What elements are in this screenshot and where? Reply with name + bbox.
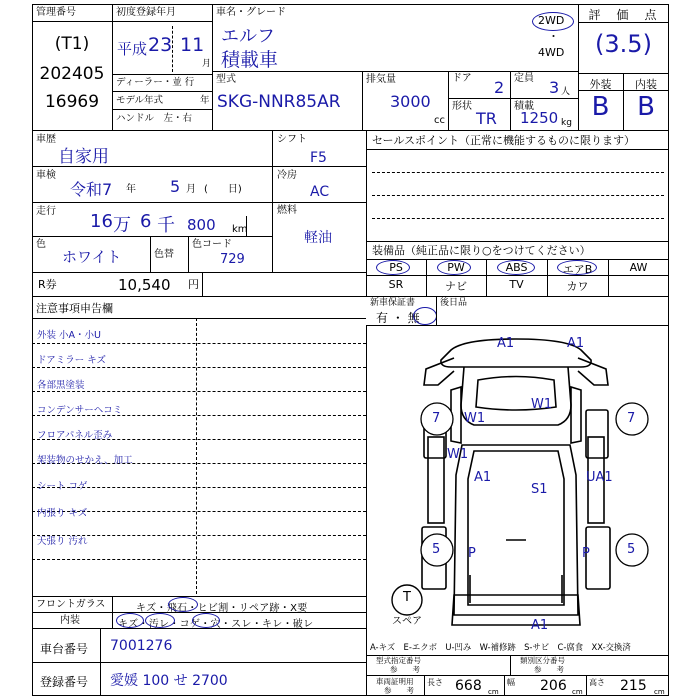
inspection-era: 令和7 [70, 180, 113, 199]
mileage-sen: 6 [140, 211, 152, 232]
inspection-day-unit: ( 日) [204, 184, 242, 195]
circle-flying-stone [168, 597, 198, 612]
circle-interior-scratch [116, 613, 144, 628]
mgmt-line3: 16969 [44, 92, 100, 112]
interior-grade: B [637, 92, 655, 122]
exterior-label: 外装 [589, 78, 612, 91]
color-change-label: 色替 [154, 249, 174, 260]
equip-pw: PW [447, 261, 465, 274]
damage-mark: 5 [627, 542, 636, 557]
color-value: ホワイト [62, 248, 122, 266]
mileage-rest: 800 [187, 216, 216, 234]
first-reg-year: 23 [148, 34, 173, 56]
model-code: SKG-NNR85AR [217, 92, 341, 112]
width-label: 幅 [507, 678, 515, 687]
width-unit: cm [572, 688, 583, 696]
history-label: 車歴 [36, 134, 56, 145]
class-number-label: 類別区分番号 [520, 656, 565, 665]
first-reg-era: 平成 [117, 40, 148, 58]
fuel-value: 軽油 [304, 230, 332, 246]
damage-mark: 7 [432, 411, 441, 426]
chassis-label: 車台番号 [40, 642, 89, 656]
circle-interior-burn [192, 613, 220, 628]
notes-title: 注意事項申告欄 [36, 302, 113, 315]
drive-4wd: 4WD [538, 46, 565, 59]
front-glass-label: フロントガラス [36, 599, 106, 610]
length-label: 長さ [427, 678, 443, 687]
damage-mark: W1 [464, 411, 486, 426]
doors: 2 [494, 78, 505, 97]
length-unit: cm [488, 688, 499, 696]
registration-label: 登録番号 [40, 675, 89, 689]
equipment-title: 装備品（純正品に限り○をつけてください） [372, 244, 591, 257]
circle-airbag [557, 260, 597, 275]
class-number-ref: 参 考 [534, 665, 564, 674]
damage-mark: W1 [531, 397, 553, 412]
type-number-label: 型式指定番号 [376, 656, 421, 665]
displacement-label: 排気量 [366, 74, 396, 85]
damage-mark: A1 [567, 336, 585, 351]
color-code-label: 色コード [192, 239, 232, 250]
note-item: コンデンサーヘコミ [37, 405, 123, 416]
width-value: 206 [540, 678, 567, 694]
note-item: フロアパネル歪み [37, 430, 113, 441]
exterior-grade: B [591, 92, 610, 122]
height-value: 215 [620, 678, 647, 694]
warranty-value: 有 ・ 無 [376, 311, 420, 325]
inspection-year-unit: 年 [126, 184, 136, 195]
mileage-sen-unit: 千 [157, 215, 175, 236]
spare-label: スペア [392, 616, 422, 627]
note-item: 各部黒塗装 [37, 380, 85, 391]
equip-abs: ABS [505, 261, 528, 274]
cc-unit: cc [434, 115, 445, 126]
car-name: エルフ [221, 26, 275, 47]
dealer-label: ディーラー・並 行 [116, 77, 195, 88]
first-reg-month: 11 [180, 34, 205, 56]
model-year-unit: 年 [200, 95, 210, 106]
payload-label: 積載 [514, 101, 534, 112]
mgmt-label: 管理番号 [36, 7, 76, 18]
name-label: 車名・グレード [216, 7, 286, 18]
score: (3.5) [595, 30, 652, 58]
note-item: 架装物のせかえ、加工 [37, 455, 133, 466]
ac-label: 冷房 [277, 170, 297, 181]
circle-interior-stain [145, 613, 175, 628]
equip-ps: PS [389, 261, 403, 274]
damage-mark: UA1 [586, 470, 613, 485]
capacity: 3 [549, 78, 560, 97]
circle-pw [437, 260, 471, 275]
shift-label: シフト [277, 134, 307, 145]
model-year-label: モデル年式 [116, 95, 164, 106]
damage-mark: A1 [497, 336, 515, 351]
payload-unit: kg [561, 118, 572, 128]
drive-2wd: 2WD [538, 14, 565, 27]
warranty-label: 新車保証書 [370, 298, 416, 308]
circle-abs [497, 260, 535, 275]
cert-ref: 参 考 [384, 686, 414, 695]
divider [112, 4, 113, 130]
r-value: 10,540 [118, 276, 171, 294]
model-label: 型式 [216, 74, 236, 85]
equip-sr: SR [388, 278, 404, 291]
interior-label: 内装 [635, 78, 657, 91]
cert-label: 車両証明用 [376, 677, 414, 686]
damage-mark: 5 [432, 542, 441, 557]
capacity-unit: 人 [561, 87, 571, 97]
r-unit: 円 [188, 278, 199, 291]
circle-warranty-none [413, 307, 437, 325]
mileage-man: 16 [90, 211, 113, 232]
door-label: ドア [452, 73, 472, 84]
spare-letter: T [403, 590, 411, 605]
equip-airbag: エアB [562, 263, 593, 276]
chassis-value: 7001276 [110, 638, 173, 654]
first-reg-month-unit: 月 [202, 59, 212, 69]
mileage-label: 走行 [36, 206, 56, 217]
damage-mark: P [582, 546, 590, 561]
height-label: 高さ [589, 678, 605, 687]
equip-navi: ナビ [445, 280, 467, 293]
height-unit: cm [654, 688, 665, 696]
drive-dot: ・ [548, 30, 559, 43]
divider [32, 130, 669, 131]
equip-tv: TV [509, 278, 524, 291]
damage-mark: P [468, 546, 476, 561]
circle-ps [376, 260, 410, 275]
note-item: ドアミラー キズ [37, 355, 107, 366]
km-unit: km [232, 224, 248, 235]
payload: 1250 [520, 109, 559, 127]
damage-mark: 7 [627, 411, 636, 426]
damage-mark: W1 [447, 447, 469, 462]
inspection-month-unit: 月 [186, 184, 196, 195]
damage-mark: A1 [531, 618, 549, 633]
type-number-ref: 参 考 [390, 665, 420, 674]
inspection-month: 5 [170, 177, 181, 196]
color-code: 729 [220, 252, 245, 267]
delivery-label: 後日品 [440, 298, 468, 308]
note-item: 天張り 汚れ [37, 536, 88, 547]
shape: TR [476, 109, 497, 128]
interior-options: キズ・汚レ・コゲ・穴・スレ・キレ・破レ [118, 619, 314, 630]
first-reg-label: 初度登録年月 [116, 7, 176, 18]
shift-value: F5 [310, 150, 327, 166]
color-label: 色 [36, 239, 46, 250]
shape-label: 形状 [452, 101, 472, 112]
ac-value: AC [310, 184, 330, 200]
damage-legend: A-キズ E-エクボ U-凹み W-補修跡 S-サビ C-腐食 XX-交換済 [370, 642, 631, 652]
history-value: 自家用 [58, 147, 109, 167]
sales-points-title: セールスポイント（正常に機能するものに限ります） [372, 134, 636, 147]
mileage-man-unit: 万 [113, 215, 131, 236]
equip-leather: カワ [566, 280, 589, 293]
inspection-label: 車検 [36, 170, 56, 181]
mgmt-line1: (T1) [54, 34, 90, 54]
score-label: 評 価 点 [588, 8, 659, 22]
displacement: 3000 [390, 92, 431, 111]
note-item: 内張り キズ [37, 508, 88, 519]
interior-label: 内装 [60, 615, 80, 626]
r-label: R券 [38, 278, 57, 291]
car-grade: 積載車 [221, 49, 279, 71]
registration-value: 愛媛 100 せ 2700 [110, 673, 228, 689]
note-item: シート コゲ [37, 481, 88, 492]
damage-mark: A1 [474, 470, 492, 485]
divider [212, 4, 213, 130]
length-value: 668 [455, 678, 482, 694]
mgmt-line2: 202405 [39, 64, 105, 84]
capacity-label: 定員 [514, 73, 534, 84]
damage-mark: S1 [531, 482, 548, 497]
fuel-label: 燃料 [277, 205, 297, 216]
equip-aw: AW [629, 261, 648, 274]
note-item: 外装 小A・小U [37, 330, 101, 341]
handle-label: ハンドル 左・右 [116, 113, 193, 124]
front-glass-options: キズ・飛石・ヒビ割・リペア跡・X要 [136, 603, 308, 614]
